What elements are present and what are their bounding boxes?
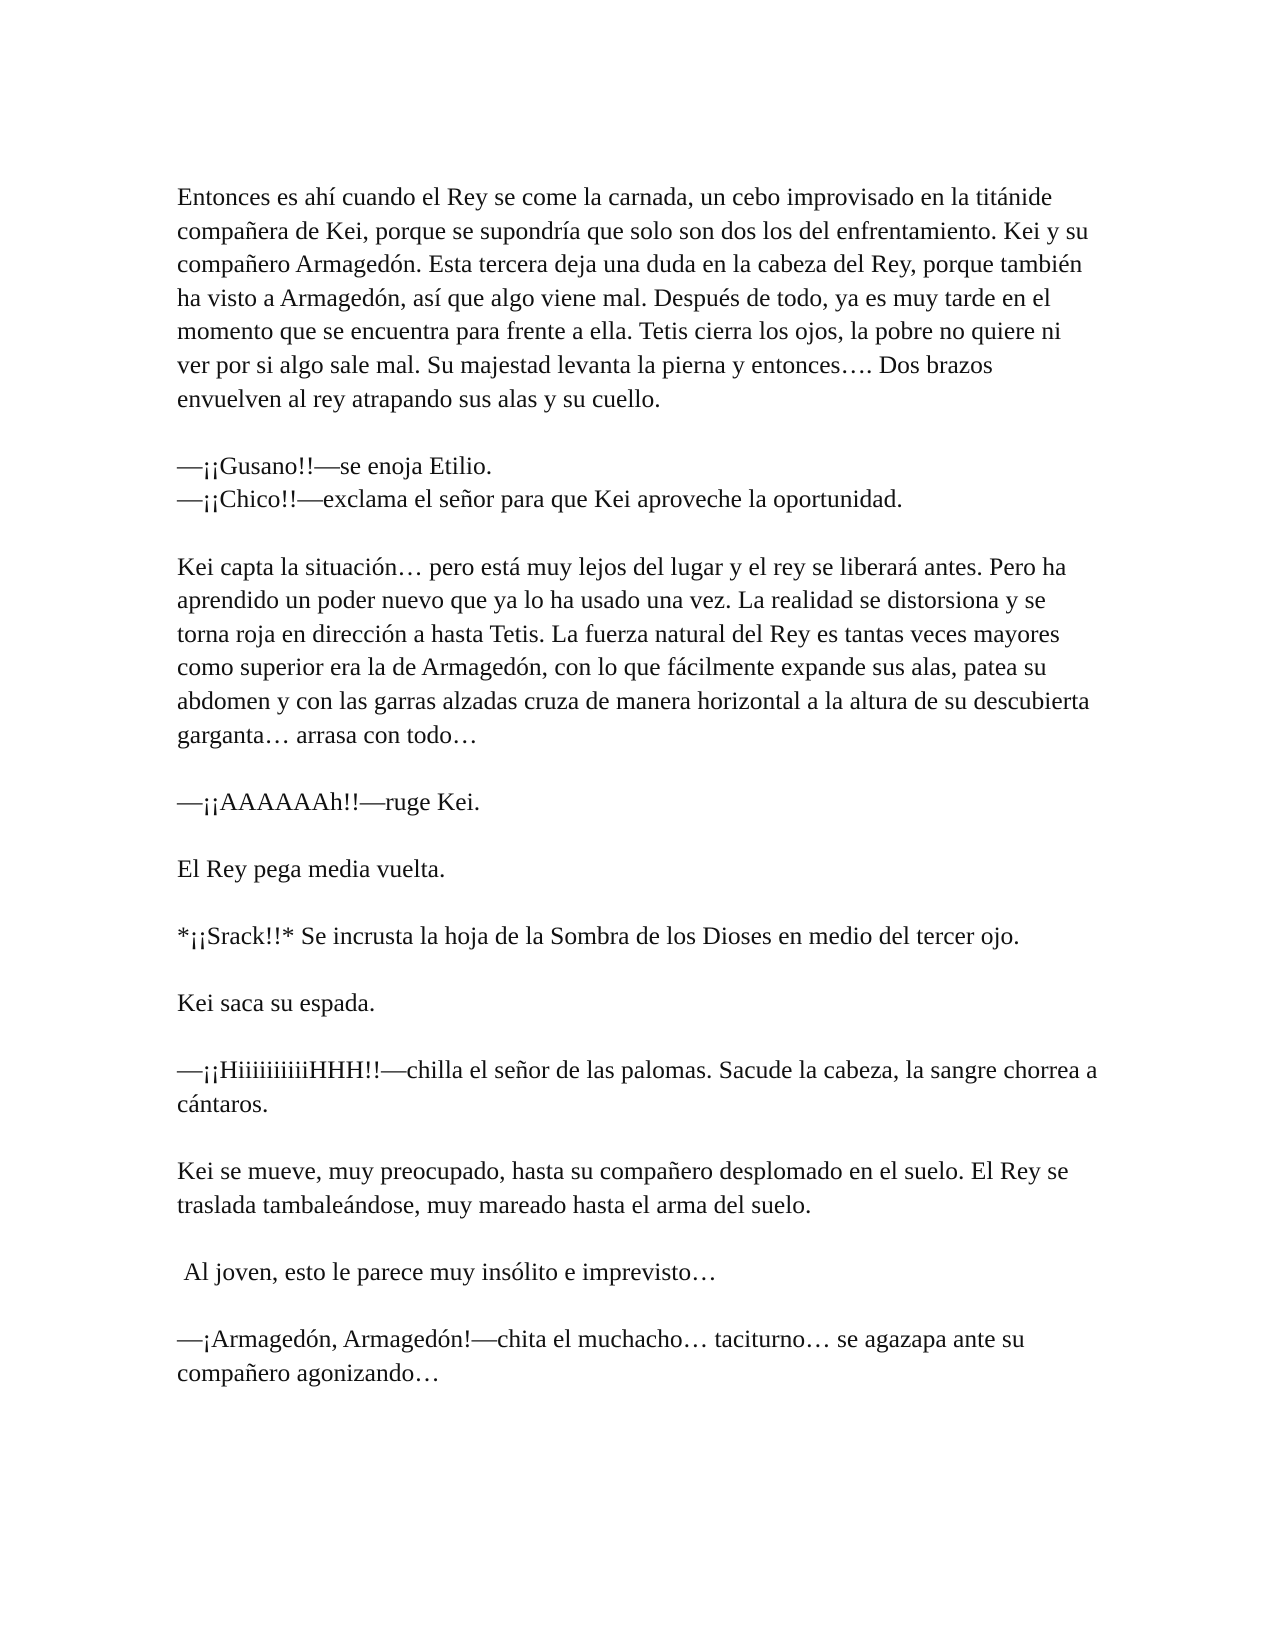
dialogue-line-hiiiii: —¡¡HiiiiiiiiiiHHH!!—chilla el señor de las palomas. Sacude la cabeza, la sangre chorrea a cántaros. (177, 1055, 1104, 1119)
dialogue-block-1 (177, 449, 1099, 516)
paragraph-7: Al joven, esto le parece muy insólito e imprevisto… (177, 1257, 717, 1286)
paragraph-5: Kei saca su espada. (177, 988, 376, 1018)
dialogue-line-armagedon: —¡Armagedón, Armagedón!—chita el muchacho… taciturno… se agazapa ante su compañero agonizando… (177, 1324, 1031, 1387)
dialogue-line-chico: —¡¡Chico!!—exclama el señor para que Kei aproveche la oportunidad. (177, 484, 903, 514)
paragraph-3: El Rey pega media vuelta. (177, 853, 446, 883)
dialogue-line-aaaaah: —¡¡AAAAAAh!!—ruge Kei. (177, 786, 481, 816)
paragraph-1: Entonces es ahí cuando el Rey se come la carnada, un cebo improvisado en la titánide compañera de Kei, porque se supondría que solo son dos los del enfrentamiento. Kei y su compañero Armagedón. Esta tercera deja una duda en la cabeza del Rey, porque también ha visto a Armagedón, así que algo viene mal. Después de todo, ya es muy tarde en el momento que se encuentra para frente a ella. Tetis cierra los ojos, la pobre no quiere ni ver por si algo sale mal. Su majestad levanta la pierna y entonces…. Dos brazos envuelven al rey atrapando sus alas y su cuello. (177, 182, 1095, 413)
dialogue-line-gusano: —¡¡Gusano!!—se enoja Etilio. (177, 450, 493, 480)
paragraph-6: Kei se mueve, muy preocupado, hasta su compañero desplomado en el suelo. El Rey se traslada tambaleándose, muy mareado hasta el arma del suelo. (177, 1156, 1075, 1219)
paragraph-2: Kei capta la situación… pero está muy lejos del lugar y el rey se liberará antes. Pero ha aprendido un poder nuevo que ya lo ha usado una vez. La realidad se distorsiona y se torna roja en dirección a hasta Tetis. La fuerza natural del Rey es tantas veces mayores como superior era la de Armagedón, con lo que fácilmente expande sus alas, patea su abdomen y con las garras alzadas cruza de manera horizontal a la altura de su descubierta garganta… arrasa con todo… (177, 551, 1096, 749)
paragraph-4: *¡¡Srack!!* Se incrusta la hoja de la Sombra de los Dioses en medio del tercer ojo. (177, 921, 1020, 951)
document-body (177, 180, 1104, 1423)
